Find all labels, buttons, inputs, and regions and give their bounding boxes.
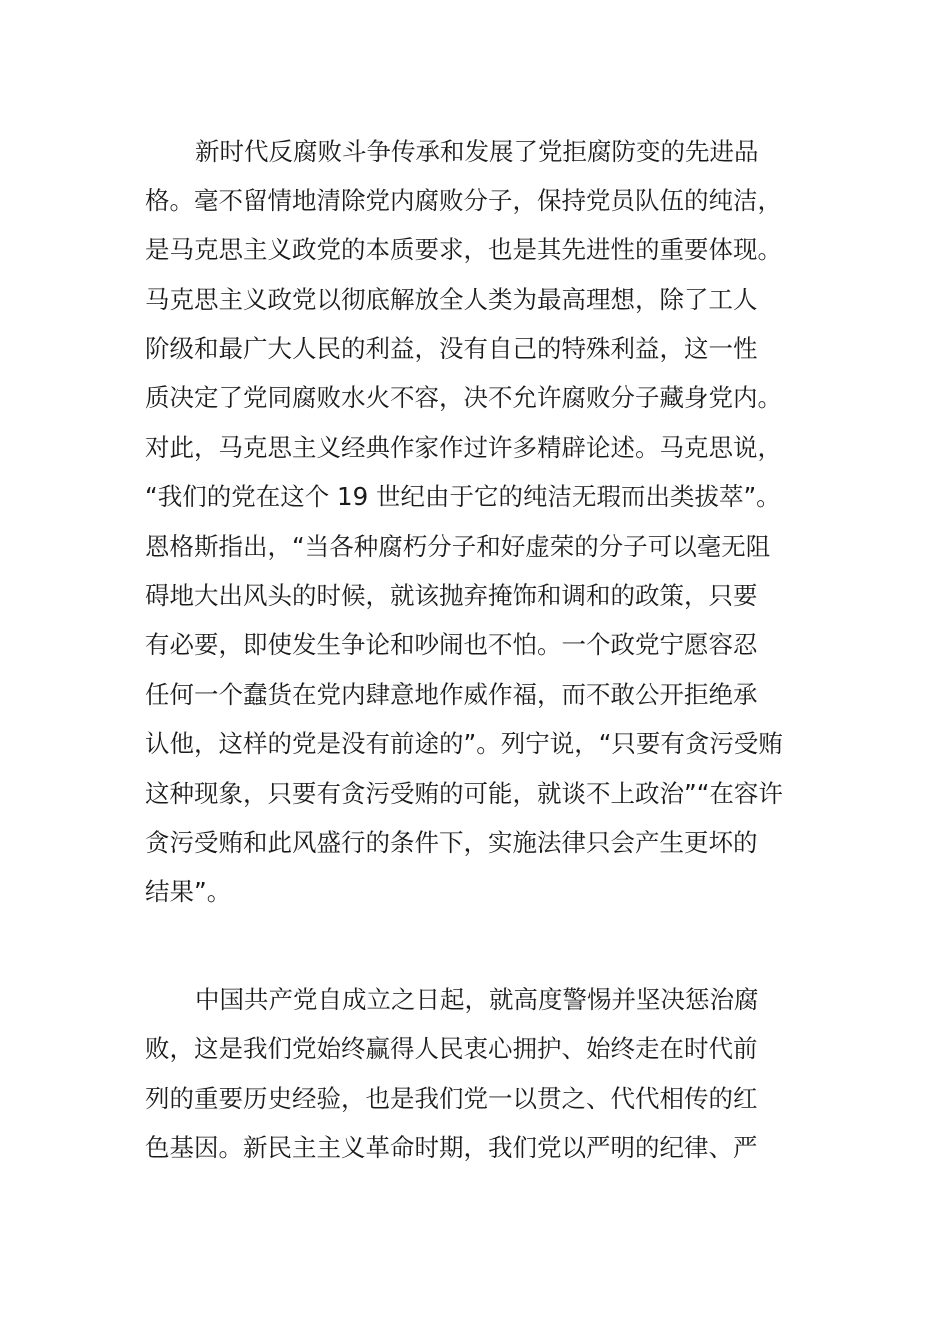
paragraph-line: 马克思主义政党以彻底解放全人类为最高理想，除了工人: [145, 285, 758, 314]
paragraph-line: 对此，马克思主义经典作家作过许多精辟论述。马克思说，: [145, 433, 782, 462]
paragraph-line: 有必要，即使发生争论和吵闹也不怕。一个政党宁愿容忍: [145, 630, 758, 659]
paragraph-line: 中国共产党自成立之日起，就高度警惕并坚决惩治腐: [195, 985, 759, 1014]
paragraph-line: 质决定了党同腐败水火不容，决不允许腐败分子藏身党内。: [145, 383, 782, 412]
paragraph-line: 色基因。新民主主义革命时期，我们党以严明的纪律、严: [145, 1133, 758, 1162]
paragraph-line: 恩格斯指出，“当各种腐朽分子和好虚荣的分子可以毫无阻: [145, 532, 771, 561]
paragraph-line: 阶级和最广大人民的利益，没有自己的特殊利益，这一性: [145, 334, 758, 363]
paragraph-line: 是马克思主义政党的本质要求，也是其先进性的重要体现。: [145, 235, 782, 264]
paragraph-line: 列的重要历史经验，也是我们党一以贯之、代代相传的红: [145, 1084, 758, 1113]
paragraph-line: “我们的党在这个 19 世纪由于它的纯洁无瑕而出类拔萃”。: [145, 482, 781, 511]
paragraph-line: 败，这是我们党始终赢得人民衷心拥护、始终走在时代前: [145, 1034, 758, 1063]
paragraph-line: 新时代反腐败斗争传承和发展了党拒腐防变的先进品: [195, 137, 759, 166]
paragraph-line: 贪污受贿和此风盛行的条件下，实施法律只会产生更坏的: [145, 828, 758, 857]
paragraph-line: 认他，这样的党是没有前途的”。列宁说，“只要有贪污受贿: [145, 729, 783, 758]
paragraph-line: 结果”。: [145, 877, 232, 906]
paragraph-line: 格。毫不留情地清除党内腐败分子，保持党员队伍的纯洁，: [145, 186, 782, 215]
paragraph-line: 任何一个蠢货在党内肆意地作威作福，而不敢公开拒绝承: [145, 680, 758, 709]
paragraph-line: 这种现象，只要有贪污受贿的可能，就谈不上政治”“在容许: [145, 779, 783, 808]
paragraph-line: 碍地大出风头的时候，就该抛弃掩饰和调和的政策，只要: [145, 581, 758, 610]
